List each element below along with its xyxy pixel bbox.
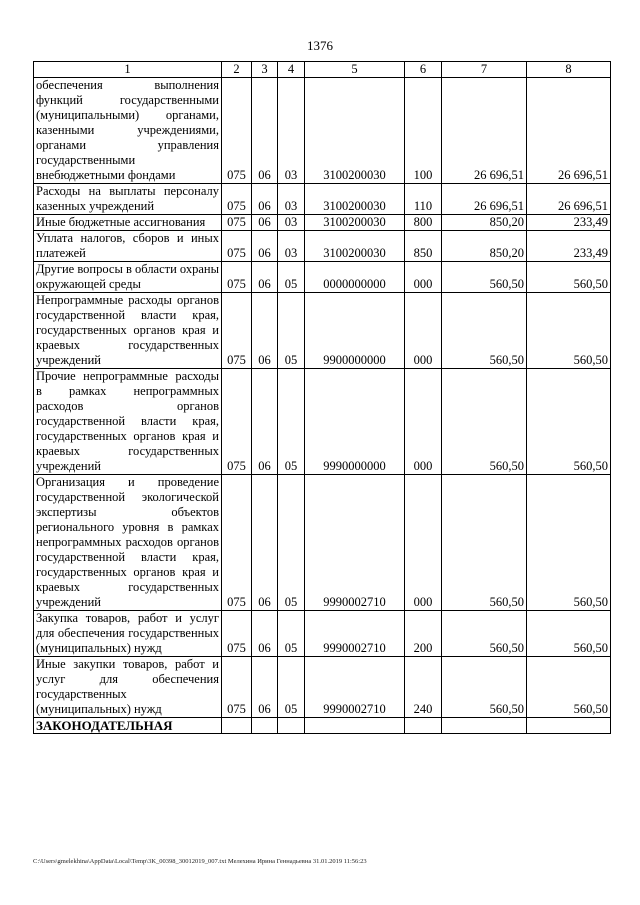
- row-subsection: 05: [278, 611, 305, 657]
- row-amount-2: 26 696,51: [527, 78, 611, 184]
- table-row: [34, 231, 611, 262]
- table-row: [34, 611, 611, 657]
- row-section: 06: [252, 231, 278, 262]
- row-amount-1: 560,50: [442, 262, 527, 293]
- row-target-article: 0000000000: [305, 262, 405, 293]
- empty-cell: [405, 718, 442, 734]
- row-amount-1: 850,20: [442, 215, 527, 231]
- header-col-6: 6: [405, 62, 442, 78]
- row-ministry: 075: [222, 231, 252, 262]
- row-name: Уплата налогов, сборов и иных платежей: [34, 231, 222, 262]
- row-amount-2: 560,50: [527, 369, 611, 475]
- row-target-article: 3100200030: [305, 215, 405, 231]
- row-section: 06: [252, 369, 278, 475]
- table-row: [34, 657, 611, 718]
- empty-cell: [442, 718, 527, 734]
- row-expense-type: 240: [405, 657, 442, 718]
- budget-table: [33, 61, 611, 734]
- empty-cell: [222, 718, 252, 734]
- header-col-7: 7: [442, 62, 527, 78]
- row-target-article: 9990002710: [305, 611, 405, 657]
- header-col-2: 2: [222, 62, 252, 78]
- row-target-article: 9990002710: [305, 657, 405, 718]
- row-name: Закупка товаров, работ и услуг для обеспечения государственных (муниципальных) нужд: [34, 611, 222, 657]
- row-name: Другие вопросы в области охраны окружающей среды: [34, 262, 222, 293]
- table-row: [34, 78, 611, 184]
- row-amount-2: 26 696,51: [527, 184, 611, 215]
- header-row: [34, 62, 611, 78]
- empty-cell: [278, 718, 305, 734]
- row-section: 06: [252, 611, 278, 657]
- row-amount-2: 560,50: [527, 293, 611, 369]
- row-subsection: 03: [278, 215, 305, 231]
- row-name: обеспечения выполнения функций государственными (муниципальными) органами, казенными учреждениями, органами управления государственными внебюджетными фондами: [34, 78, 222, 184]
- row-expense-type: 850: [405, 231, 442, 262]
- row-name: Непрограммные расходы органов государственной власти края, государственных органов края и краевых государственных учреждений: [34, 293, 222, 369]
- row-ministry: 075: [222, 611, 252, 657]
- header-col-3: 3: [252, 62, 278, 78]
- row-ministry: 075: [222, 475, 252, 611]
- row-target-article: 3100200030: [305, 184, 405, 215]
- table-row: [34, 369, 611, 475]
- row-ministry: 075: [222, 293, 252, 369]
- row-amount-1: 26 696,51: [442, 78, 527, 184]
- table-row: [34, 184, 611, 215]
- row-ministry: 075: [222, 262, 252, 293]
- row-subsection: 03: [278, 231, 305, 262]
- row-ministry: 075: [222, 184, 252, 215]
- row-ministry: 075: [222, 369, 252, 475]
- row-ministry: 075: [222, 78, 252, 184]
- row-subsection: 05: [278, 657, 305, 718]
- row-amount-2: 560,50: [527, 657, 611, 718]
- row-section: 06: [252, 215, 278, 231]
- row-section: 06: [252, 78, 278, 184]
- row-amount-2: 233,49: [527, 231, 611, 262]
- empty-cell: [305, 718, 405, 734]
- row-amount-1: 560,50: [442, 611, 527, 657]
- row-name: Прочие непрограммные расходы в рамках непрограммных расходов органов государственной власти края, государственных органов края и краевых государственных учреждений: [34, 369, 222, 475]
- row-subsection: 05: [278, 293, 305, 369]
- row-amount-1: 850,20: [442, 231, 527, 262]
- row-section: 06: [252, 293, 278, 369]
- row-amount-1: 560,50: [442, 369, 527, 475]
- row-expense-type: 000: [405, 262, 442, 293]
- header-col-4: 4: [278, 62, 305, 78]
- row-expense-type: 800: [405, 215, 442, 231]
- header-col-1: 1: [34, 62, 222, 78]
- table-row: [34, 215, 611, 231]
- row-expense-type: 100: [405, 78, 442, 184]
- row-target-article: 3100200030: [305, 231, 405, 262]
- row-amount-2: 560,50: [527, 475, 611, 611]
- row-target-article: 9900000000: [305, 293, 405, 369]
- row-target-article: 9990000000: [305, 369, 405, 475]
- table-row: [34, 293, 611, 369]
- row-expense-type: 200: [405, 611, 442, 657]
- row-name: Иные закупки товаров, работ и услуг для обеспечения государственных (муниципальных) нужд: [34, 657, 222, 718]
- row-target-article: 3100200030: [305, 78, 405, 184]
- row-target-article: 9990002710: [305, 475, 405, 611]
- row-ministry: 075: [222, 657, 252, 718]
- header-col-8: 8: [527, 62, 611, 78]
- table-row-last: [34, 718, 611, 734]
- row-name: Организация и проведение государственной экологической экспертизы объектов регионального уровня в рамках непрограммных расходов органов государственной власти края, государственных органов края и краевых государственных учреждений: [34, 475, 222, 611]
- row-section: 06: [252, 475, 278, 611]
- row-amount-1: 560,50: [442, 293, 527, 369]
- row-expense-type: 110: [405, 184, 442, 215]
- row-name: Иные бюджетные ассигнования: [34, 215, 222, 231]
- empty-cell: [252, 718, 278, 734]
- row-subsection: 05: [278, 369, 305, 475]
- page-number: 1376: [307, 38, 333, 53]
- row-expense-type: 000: [405, 293, 442, 369]
- row-amount-2: 560,50: [527, 611, 611, 657]
- row-amount-2: 560,50: [527, 262, 611, 293]
- row-expense-type: 000: [405, 369, 442, 475]
- footer-file-path: C:\Users\gmelekhina\AppData\Local\Temp\3K_00398_30012019_007.txt Мелехина Ирина Геннадьевна 31.01.2019 11:56:23: [33, 858, 367, 865]
- table-row: [34, 475, 611, 611]
- row-subsection: 03: [278, 78, 305, 184]
- table-row: [34, 262, 611, 293]
- row-section: 06: [252, 262, 278, 293]
- row-subsection: 05: [278, 262, 305, 293]
- row-section: 06: [252, 657, 278, 718]
- header-col-5: 5: [305, 62, 405, 78]
- row-subsection: 05: [278, 475, 305, 611]
- row-expense-type: 000: [405, 475, 442, 611]
- row-amount-1: 560,50: [442, 475, 527, 611]
- row-name: Расходы на выплаты персоналу казенных учреждений: [34, 184, 222, 215]
- empty-cell: [527, 718, 611, 734]
- row-section: 06: [252, 184, 278, 215]
- row-name: ЗАКОНОДАТЕЛЬНАЯ: [34, 718, 222, 734]
- row-subsection: 03: [278, 184, 305, 215]
- row-amount-2: 233,49: [527, 215, 611, 231]
- row-amount-1: 26 696,51: [442, 184, 527, 215]
- row-amount-1: 560,50: [442, 657, 527, 718]
- row-ministry: 075: [222, 215, 252, 231]
